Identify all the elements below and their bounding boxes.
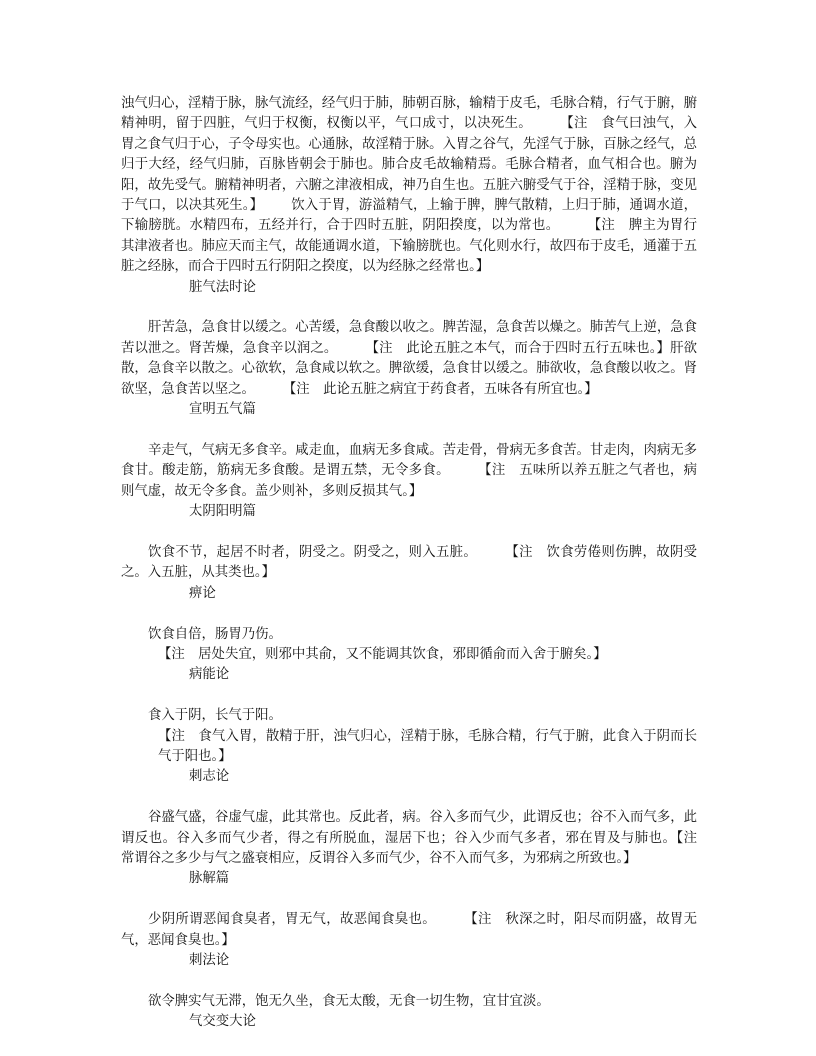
paragraph — [121, 992, 697, 1012]
body-text: 饮食不节，起居不时者，阴受之。阴受之，则入五脏。 — [148, 544, 478, 560]
section-title: 气交变大论 — [189, 1014, 256, 1030]
commentary-note: 【注 常谓谷之多少与气之盛衰相应，反谓谷入多而气少，谷不入而气多，为邪病之所致也。】 — [121, 830, 711, 866]
body-text: 肝苦急，急食甘以缓之。心苦缓，急食酸以收之。脾苦湿，急食苦以燥之。肺苦气上逆，急食苦以泄之。肾苦燥，急食辛以润之。 — [121, 320, 698, 356]
section-title: 刺志论 — [189, 769, 230, 785]
commentary-note: 【注 秋深之时，阳尽而阴盛，故胃无气，恶闻食臭也。】 — [121, 912, 697, 948]
section-title: 刺法论 — [189, 952, 230, 968]
section-title: 病能论 — [189, 667, 230, 683]
commentary-note: 【注 脾主为胃行其津液者也。肺应天而主气，故能通调水道，下输膀胱也。气化则水行，故四布于皮毛，通灌于五脏之经脉，而合于四时五行阴阳之揆度，以为经脉之经常也。】 — [121, 218, 698, 275]
body-text: 欲令脾实气无滞，饱无久坐，食无太酸，无食一切生物，宜甘宜淡。 — [148, 993, 550, 1009]
paragraph — [121, 910, 697, 951]
body-text: 谷盛气盛，谷虚气虚，此其常也。反此者，病。谷入多而气少，此谓反也；谷不入而气多，此谓反也。谷入多而气少者，得之有所脱血，湿居下也；谷入少而气多者，邪在胃及与肺也。 — [121, 810, 698, 846]
commentary-note: 【注 食气入胃，散精于肝，浊气归心，淫精于脉，毛脉合精，行气于腑，此食入于阴而长气于阳也。】 — [158, 728, 697, 764]
paragraph — [121, 94, 697, 278]
section-title: 太阴阳明篇 — [189, 504, 256, 520]
body-text: 饮食自倍，肠胃乃伤。 — [148, 626, 282, 642]
paragraph — [121, 808, 711, 869]
paragraph — [121, 706, 697, 726]
body-text: 肝欲散，急食辛以散之。心欲软，急食咸以软之。脾欲缓，急食甘以缓之。肺欲收，急食酸以收之。肾欲坚，急食苦以坚之。 — [121, 340, 697, 397]
section-title: 脏气法时论 — [189, 279, 256, 295]
document-page — [121, 94, 711, 1033]
commentary-note: 【注 居处失宜，则邪中其俞，又不能调其饮食，邪即循俞而入舍于腑矣。】 — [158, 646, 607, 662]
section-title: 宣明五气篇 — [189, 402, 256, 418]
commentary-note: 【注 此论五脏之病宜于药食者，五味各有所宜也。】 — [282, 381, 598, 397]
commentary-note: 【注 此论五脏之本气，而合于四时五行五味也。】 — [365, 340, 671, 356]
body-text: 少阴所谓恶闻食臭者，胃无气，故恶闻食臭也。 — [148, 912, 436, 928]
section-title: 痹论 — [189, 585, 216, 601]
paragraph — [121, 318, 697, 400]
commentary-note: 【注 五味所以养五脏之气者也，病则气虚，故无令多食。盖少则补，多则反损其气。】 — [121, 463, 698, 499]
paragraph — [121, 543, 697, 584]
body-text: 饮入于胃，游溢精气，上输于脾，脾气散精，上归于肺，通调水道，下输膀胱。水精四布，五经并行，合于四时五脏，阴阳揆度，以为常也。 — [121, 198, 697, 234]
body-text: 辛走气，气病无多食辛。咸走血，血病无多食咸。苦走骨，骨病无多食苦。甘走肉，肉病无多食甘。酸走筋，筋病无多食酸。是谓五禁，无令多食。 — [121, 442, 698, 479]
body-text: 浊气归心，淫精于脉，脉气流经，经气归于肺，肺朝百脉，输精于皮毛，毛脉合精，行气于腑，腑精神明，留于四脏，气归于权衡，权衡以平，气口成寸，以决死生。 — [121, 96, 697, 132]
paragraph — [121, 441, 697, 502]
commentary-note: 【注 饮食劳倦则伤脾，故阴受之。入五脏，从其类也。】 — [121, 544, 698, 581]
body-text: 食入于阴，长气于阳。 — [148, 708, 282, 724]
paragraph — [121, 625, 697, 645]
section-title: 脉解篇 — [189, 871, 230, 887]
commentary-note: 【注 食气曰浊气，入胃之食气归于心，子令母实也。心通脉，故淫精于脉。入胃之谷气，先淫气于脉，百脉之经气，总归于大经，经气归肺，百脉皆朝会于肺也。肺合皮毛故输精焉。毛脉合精者，血气相合也。腑为阳，故先受气。腑精神明者，六腑之津液相成，神乃自生也。五脏六腑受气于谷，淫精于脉，变见于气口，以决其死生。】 — [121, 116, 697, 214]
